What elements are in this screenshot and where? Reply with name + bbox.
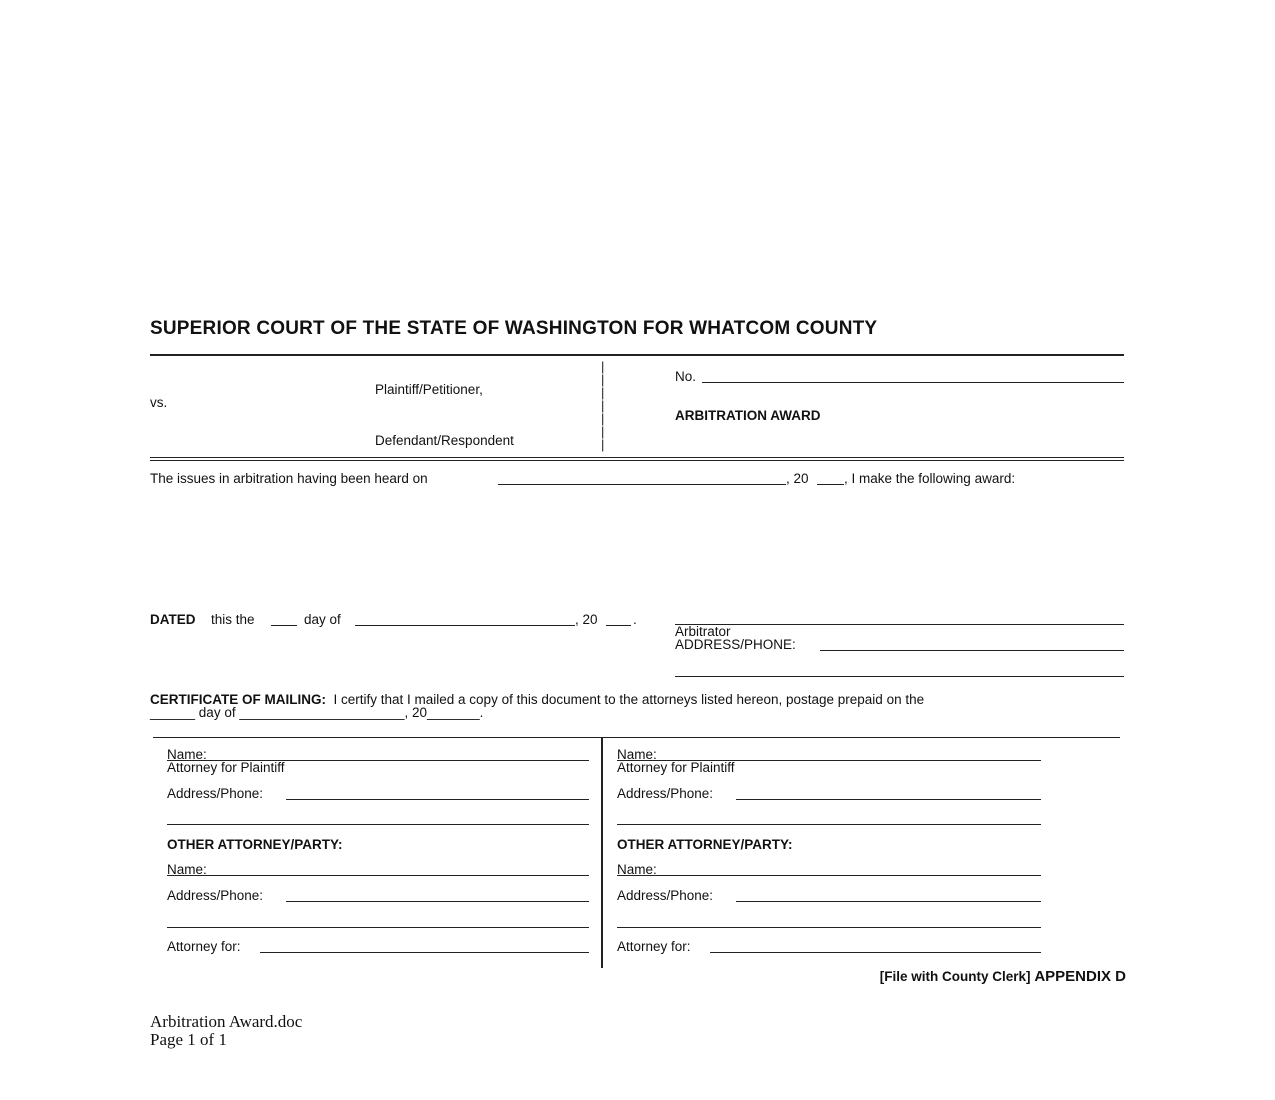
right-attorney-for-field[interactable] [710, 952, 1041, 953]
left-name-label: Name: [167, 747, 207, 762]
right-other-heading: OTHER ATTORNEY/PARTY: [617, 837, 793, 852]
award-intro: The issues in arbitration having been heard on [150, 471, 428, 486]
plaintiff-label: Plaintiff/Petitioner, [375, 382, 483, 397]
left-other-name-label: Name: [167, 862, 207, 877]
award-intro-suffix: , I make the following award: [844, 471, 1016, 486]
certificate-text: I certify that I mailed a copy of this document to the attorneys listed hereon, postage prepaid on the [333, 692, 925, 707]
right-other-address-field[interactable] [736, 901, 1041, 902]
right-address-field[interactable] [736, 799, 1041, 800]
certificate-line2: ______ day of ______________________, 20_______. [150, 705, 484, 720]
left-attorney-for-label: Attorney for: [167, 939, 241, 954]
dated-day-field[interactable] [271, 625, 297, 626]
arbitrator-address-label: ADDRESS/PHONE: [675, 637, 796, 652]
left-other-address-field[interactable] [286, 901, 589, 902]
left-other-address-field-2[interactable] [167, 927, 589, 928]
left-other-name-field[interactable] [167, 875, 589, 876]
right-address-label: Address/Phone: [617, 786, 714, 801]
left-role-label: Attorney for Plaintiff [167, 760, 285, 775]
case-no-field[interactable] [702, 382, 1124, 383]
dated-year-field[interactable] [606, 625, 631, 626]
right-address-field-2[interactable] [617, 824, 1041, 825]
bottom-rule-2 [150, 460, 1124, 461]
right-other-name-field[interactable] [617, 875, 1041, 876]
dated-this-the: this the [211, 612, 255, 627]
arbitrator-signature-field[interactable] [675, 624, 1124, 625]
arbitrator-address-field-2[interactable] [675, 676, 1124, 677]
appendix-label: APPENDIX D [1034, 968, 1126, 985]
dated-year-prefix: , 20 [575, 612, 598, 627]
dated-day-of: day of [304, 612, 341, 627]
document-title: ARBITRATION AWARD [675, 408, 821, 423]
right-other-name-label: Name: [617, 862, 657, 877]
defendant-label: Defendant/Respondent [375, 433, 514, 448]
filing-note-row [880, 968, 1126, 985]
right-attorney-for-label: Attorney for: [617, 939, 691, 954]
filing-note: [File with County Clerk] [879, 969, 1031, 984]
right-role-label: Attorney for Plaintiff [617, 760, 735, 775]
dated-period: . [633, 612, 637, 627]
bottom-rule-1 [150, 457, 1124, 458]
hearing-date-field[interactable] [498, 484, 786, 485]
left-address-field[interactable] [286, 799, 589, 800]
award-year-prefix: , 20 [786, 471, 809, 486]
footer-page: Page 1 of 1 [150, 1030, 227, 1049]
certificate-heading: CERTIFICATE OF MAILING: [150, 692, 326, 707]
vs-label: vs. [150, 395, 168, 410]
left-attorney-for-field[interactable] [260, 952, 589, 953]
court-title: SUPERIOR COURT OF THE STATE OF WASHINGTON FOR WHATCOM COUNTY [150, 318, 878, 339]
attorney-divider [601, 738, 603, 968]
arbitrator-address-field[interactable] [820, 650, 1124, 651]
left-other-address-label: Address/Phone: [167, 888, 264, 903]
top-rule [150, 354, 1124, 356]
left-address-field-2[interactable] [167, 824, 589, 825]
footer-filename: Arbitration Award.doc [150, 1012, 303, 1031]
dated-label: DATED [150, 612, 196, 627]
attorney-top-rule [153, 737, 1120, 738]
caption-divider: | | | | | | | [601, 359, 605, 452]
right-other-address-label: Address/Phone: [617, 888, 714, 903]
hearing-year-field[interactable] [817, 484, 844, 485]
arbitrator-label: Arbitrator [675, 624, 731, 639]
dated-month-field[interactable] [355, 625, 575, 626]
right-name-label: Name: [617, 747, 657, 762]
left-address-label: Address/Phone: [167, 786, 264, 801]
left-other-heading: OTHER ATTORNEY/PARTY: [167, 837, 343, 852]
right-other-address-field-2[interactable] [617, 927, 1041, 928]
case-no-label: No. [675, 369, 697, 384]
